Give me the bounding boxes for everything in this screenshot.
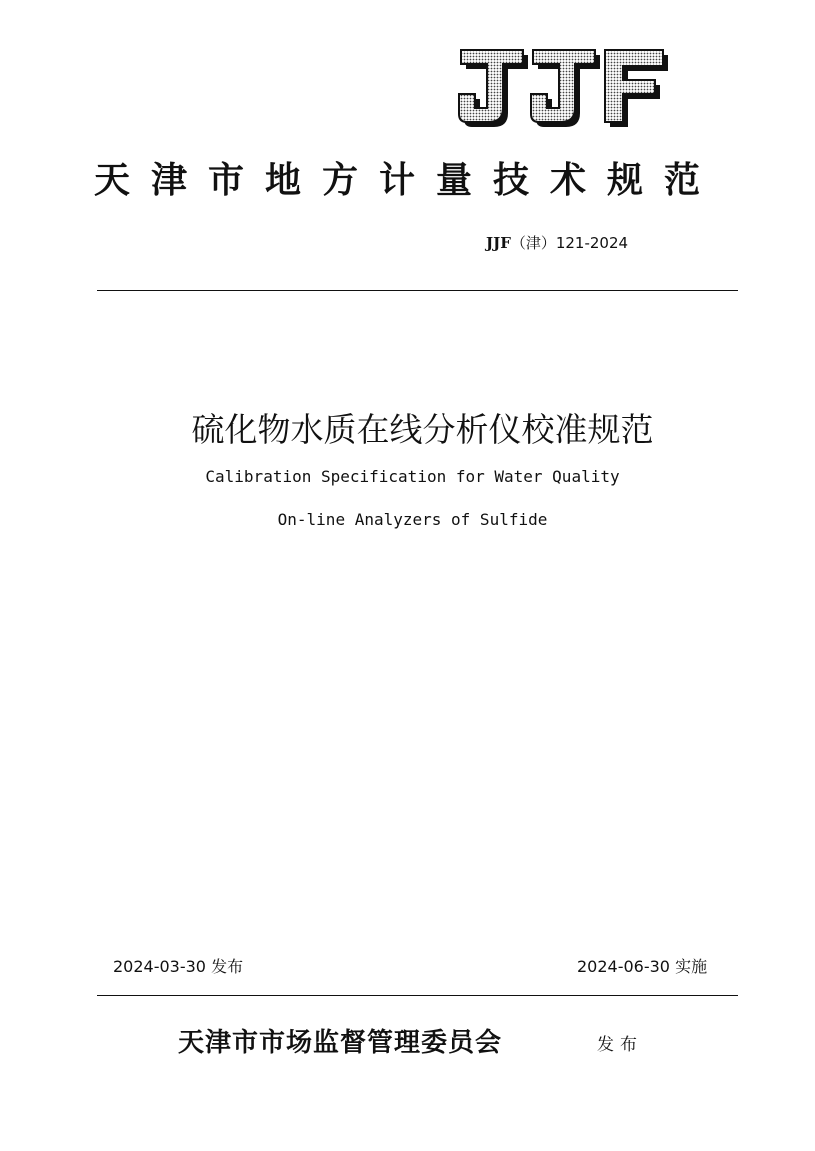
effective-date: 2024-06-30 实施 <box>577 957 708 976</box>
bottom-divider <box>97 995 738 996</box>
document-series-title: 天津市地方计量技术规范 <box>93 159 721 201</box>
issuing-authority: 天津市市场监督管理委员会 <box>178 1028 503 1058</box>
title-english-line1: Calibration Specification for Water Quality <box>205 467 620 486</box>
document-number <box>486 232 628 254</box>
document-number-rest: （津）121-2024 <box>510 234 629 252</box>
title-chinese: 硫化物水质在线分析仪校准规范 <box>191 410 654 449</box>
document-number-prefix: JJF <box>486 234 511 252</box>
issue-date: 2024-03-30 发布 <box>113 957 244 976</box>
title-english-line2: On-line Analyzers of Sulfide <box>277 510 548 529</box>
issuing-authority-suffix: 发布 <box>597 1035 643 1055</box>
top-divider <box>97 290 738 291</box>
jjf-logo <box>457 46 669 128</box>
